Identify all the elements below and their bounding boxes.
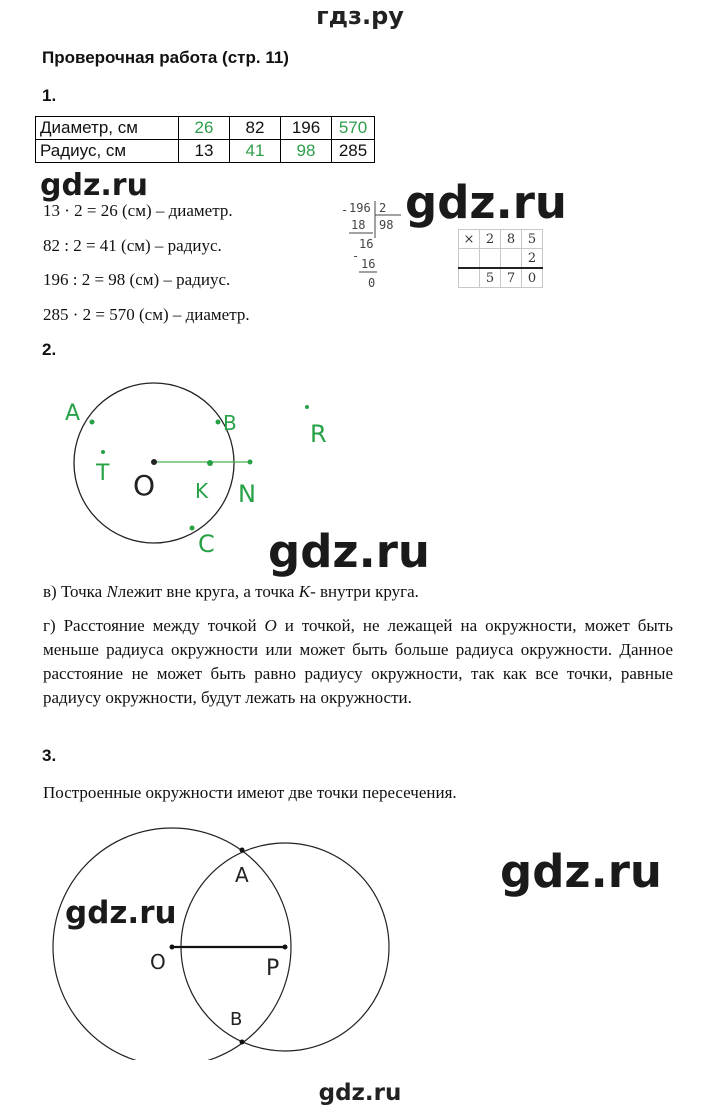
answer-v-k: K (298, 582, 311, 601)
division-rest: 0 (368, 276, 376, 290)
point-t (101, 450, 105, 454)
table-row (36, 117, 375, 140)
watermark: gdz.ru (405, 176, 567, 229)
mult-digit: 2 (480, 230, 501, 249)
table-cell: 82 (230, 117, 281, 140)
svg-text:-: - (341, 203, 349, 217)
mult-digit: 7 (501, 268, 522, 288)
mult-digit: 5 (522, 230, 543, 249)
task3-text: Построенные окружности имеют две точки пересечения. (43, 783, 457, 802)
circle-o (53, 828, 291, 1060)
table-cell: 26 (179, 117, 230, 140)
division-rem1: 16 (359, 237, 374, 251)
intersecting-circles (40, 820, 400, 1060)
point-a (90, 420, 95, 425)
point-n (248, 460, 253, 465)
answer-g-o: O (264, 616, 277, 635)
calc-line: 285 · 2 = 570 (см) – диаметр. (43, 305, 250, 324)
mult-digit: 2 (522, 249, 543, 269)
calc-line: 82 : 2 = 41 (см) – радиус. (43, 236, 222, 255)
point-p (283, 945, 288, 950)
point-k (207, 460, 213, 466)
svg-text:-: - (352, 249, 360, 263)
label-k: K (195, 479, 209, 503)
watermark: gdz.ru (65, 895, 177, 931)
task-number: 3. (42, 746, 57, 765)
mult-sign: × (459, 230, 480, 249)
point-c (190, 526, 195, 531)
label-b: B (230, 1009, 243, 1030)
label-a: A (235, 863, 249, 887)
label-n: N (238, 480, 256, 508)
table-cell: 196 (281, 117, 332, 140)
answer-v-prefix: в) Точка (43, 582, 107, 601)
column-multiplication (458, 229, 543, 288)
label-o: O (133, 469, 156, 502)
answer-g-after: и точкой, не лежащей на окружности, может быть меньше радиуса окружности или может быть больше радиуса окружности. Данное расстояние не может быть равно радиусу окружности, так как все точки, равные радиусу окружности, будут лежать на окружности. (43, 616, 673, 707)
row-label: Радиус, см (36, 140, 179, 163)
watermark: gdz.ru (268, 525, 430, 578)
answer-v (43, 582, 419, 602)
mult-digit: 8 (501, 230, 522, 249)
label-t: T (96, 461, 110, 486)
point-b (240, 1040, 245, 1045)
mult-digit: 0 (522, 268, 543, 288)
page-title: Проверочная работа (стр. 11) (42, 48, 289, 67)
site-header: гдз.ру (316, 2, 404, 30)
answer-g (43, 614, 673, 710)
table-row (36, 140, 375, 163)
division-sub1: 18 (351, 218, 366, 232)
table-cell: 98 (281, 140, 332, 163)
watermark: gdz.ru (40, 168, 148, 203)
point-a (240, 848, 245, 853)
circle-figure (60, 380, 360, 560)
label-c: C (198, 530, 215, 558)
task-number: 1. (42, 86, 57, 105)
answer-g-before: г) Расстояние между точкой (43, 616, 265, 635)
label-r: R (310, 420, 327, 448)
point-o (170, 945, 175, 950)
answer-v-suffix: - внутри круга. (310, 582, 419, 601)
division-dividend: 196 (349, 201, 371, 215)
table-cell: 570 (332, 117, 375, 140)
label-b: B (223, 411, 237, 435)
label-p: P (266, 956, 280, 981)
answer-v-n: N (106, 582, 118, 601)
label-o: O (150, 950, 166, 974)
label-a: A (65, 401, 81, 426)
diameter-radius-table (35, 116, 375, 163)
table-cell: 41 (230, 140, 281, 163)
division-divisor: 2 (379, 201, 387, 215)
site-footer: gdz.ru (318, 1080, 402, 1106)
point-b (216, 420, 221, 425)
row-label: Диаметр, см (36, 117, 179, 140)
point-r (305, 405, 309, 409)
calc-line: 196 : 2 = 98 (см) – радиус. (43, 270, 231, 289)
table-cell: 285 (332, 140, 375, 163)
mult-digit: 5 (480, 268, 501, 288)
division-quotient: 98 (379, 218, 394, 232)
division-sub2: 16 (361, 257, 376, 271)
answer-v-mid: лежит вне круга, а точка (117, 582, 299, 601)
calc-line: 13 · 2 = 26 (см) – диаметр. (43, 201, 233, 220)
task-number: 2. (42, 340, 57, 359)
watermark: gdz.ru (500, 845, 662, 898)
table-cell: 13 (179, 140, 230, 163)
point-center (151, 459, 157, 465)
long-division (335, 198, 415, 298)
